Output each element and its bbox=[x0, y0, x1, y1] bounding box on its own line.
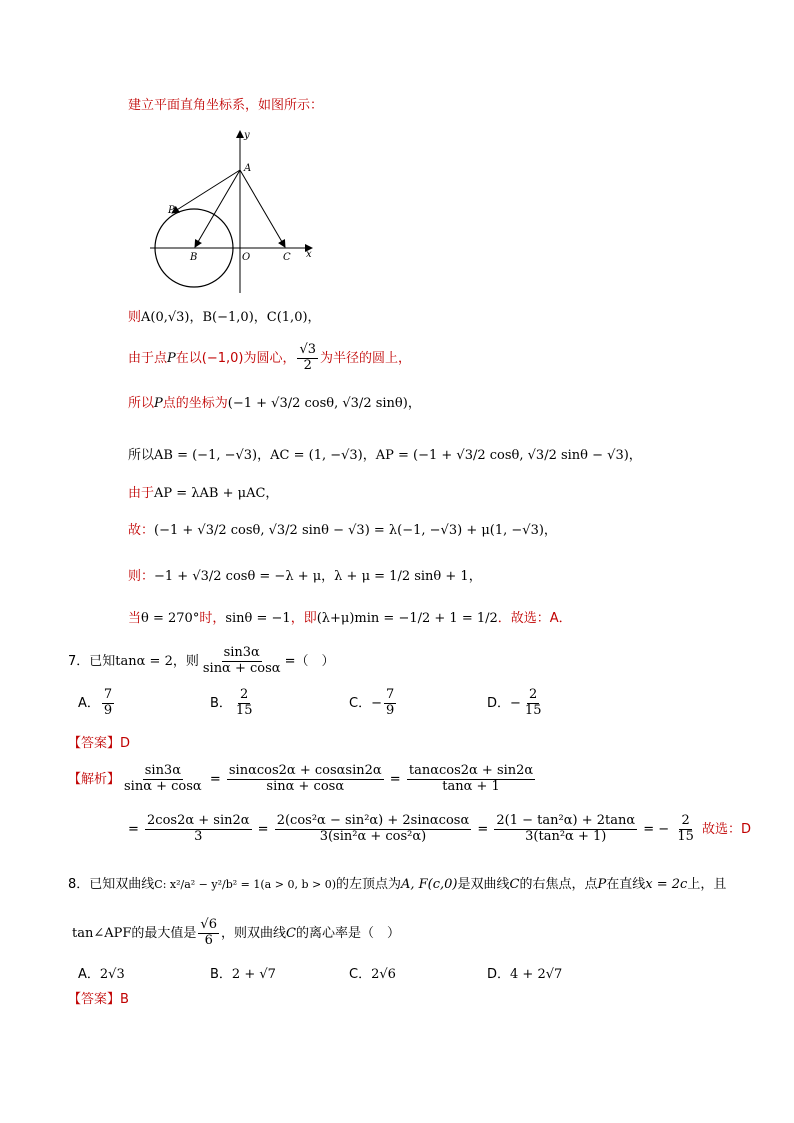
q8-option-b[interactable]: B．2 + √7 bbox=[210, 967, 276, 982]
vector-AC bbox=[240, 170, 285, 247]
q8-option-d[interactable]: D．4 + 2√7 bbox=[487, 967, 563, 982]
q7-stem: 7．已知tanα = 2，则 $\frac{\sin 3\alpha}{\sin\alpha + \cos\alpha}$ =（ ） bbox=[68, 645, 335, 676]
label-x: x bbox=[306, 249, 312, 260]
vector-AP bbox=[172, 170, 240, 213]
q7-answer: 【答案】D bbox=[68, 736, 131, 751]
sol-line-6: 故：(−1 + √3/2 cosθ, √3/2 sinθ − √3) = λ(−1, −√3) + μ(1, −√3)， bbox=[128, 523, 557, 538]
q7-analysis-line-1: 【解析】 $\frac{\sin 3\alpha}{\sin\alpha + \cos\alpha}$ = $\frac{\sin\alpha\cos 2\alpha + \cos\alpha\sin 2\alpha}{\sin\alpha + \cos\alpha}$ = $\frac{\tan\alpha\cos 2\alpha + \sin 2\alpha}{\tan\alpha + 1}$ bbox=[68, 763, 534, 794]
label-B: B bbox=[190, 252, 198, 263]
q8-option-a[interactable]: A．2√3 bbox=[78, 967, 125, 982]
label-y: y bbox=[244, 130, 250, 141]
label-P: P bbox=[168, 205, 175, 216]
sol-line-1: 则A(0,√3)，B(−1,0)，C(1,0)， bbox=[128, 310, 321, 325]
q8-option-c[interactable]: C．2√6 bbox=[349, 967, 396, 982]
q8-answer: 【答案】B bbox=[68, 992, 129, 1007]
coordinate-figure bbox=[150, 125, 320, 295]
q7-option-b[interactable]: B． $\frac{2}{15}$ bbox=[210, 687, 253, 718]
q8-stem-line-1: 8．已知双曲线C: x²/a² − y²/b² = 1(a > 0, b > 0)的左顶点为A, F(c,0)是双曲线C的右焦点，点P在直线x = 2c上，且 bbox=[68, 877, 727, 892]
label-C: C bbox=[283, 252, 291, 263]
sol-line-2: 由于点P在以(−1,0)为圆心， $\frac{√3}{2}$ 为半径的圆上， bbox=[128, 342, 412, 373]
label-O: O bbox=[242, 252, 251, 263]
vector-AB bbox=[195, 170, 240, 247]
q7-analysis-line-2: = $\frac{2\cos 2\alpha + \sin 2\alpha}{3}$ = $\frac{\text{2(cos²α − sin²α) + 2sinαcosα}}{\text{3(sin²α + cos²α)}}$ = $\frac{\text{2(1 − tan²α) + 2tanα}}{\text{3(tan²α + 1)}}$ = − $\frac{2}{15}$ 故选：D bbox=[128, 813, 752, 844]
q8-stem-line-2: tan∠APF的最大值是 $\frac{√6}{6}$ ，则双曲线C的离心率是（ ） bbox=[72, 917, 400, 948]
sol-line-7: 则：−1 + √3/2 cosθ = −λ + μ，λ + μ = 1/2 sinθ + 1， bbox=[128, 569, 482, 584]
label-A: A bbox=[244, 163, 252, 174]
sol-line-5: 由于AP = λAB + μAC， bbox=[128, 486, 279, 501]
q7-option-d[interactable]: D．− $\frac{2}{15}$ bbox=[487, 687, 542, 718]
q7-option-a[interactable]: A． $\frac{7}{9}$ bbox=[78, 687, 113, 718]
q7-option-c[interactable]: C．− $\frac{7}{9}$ bbox=[349, 687, 395, 718]
sol-line-8: 当θ = 270°时，sinθ = −1，即(λ+μ)min = −1/2 + 1 = 1/2．故选：A． bbox=[128, 611, 572, 626]
intro-text: 建立平面直角坐标系，如图所示： bbox=[128, 98, 324, 113]
sol-line-4: 所以AB = (−1, −√3)，AC = (1, −√3)，AP = (−1 + √3/2 cosθ, √3/2 sinθ − √3)， bbox=[128, 448, 642, 463]
sol-line-3: 所以P点的坐标为(−1 + √3/2 cosθ, √3/2 sinθ)， bbox=[128, 396, 421, 411]
